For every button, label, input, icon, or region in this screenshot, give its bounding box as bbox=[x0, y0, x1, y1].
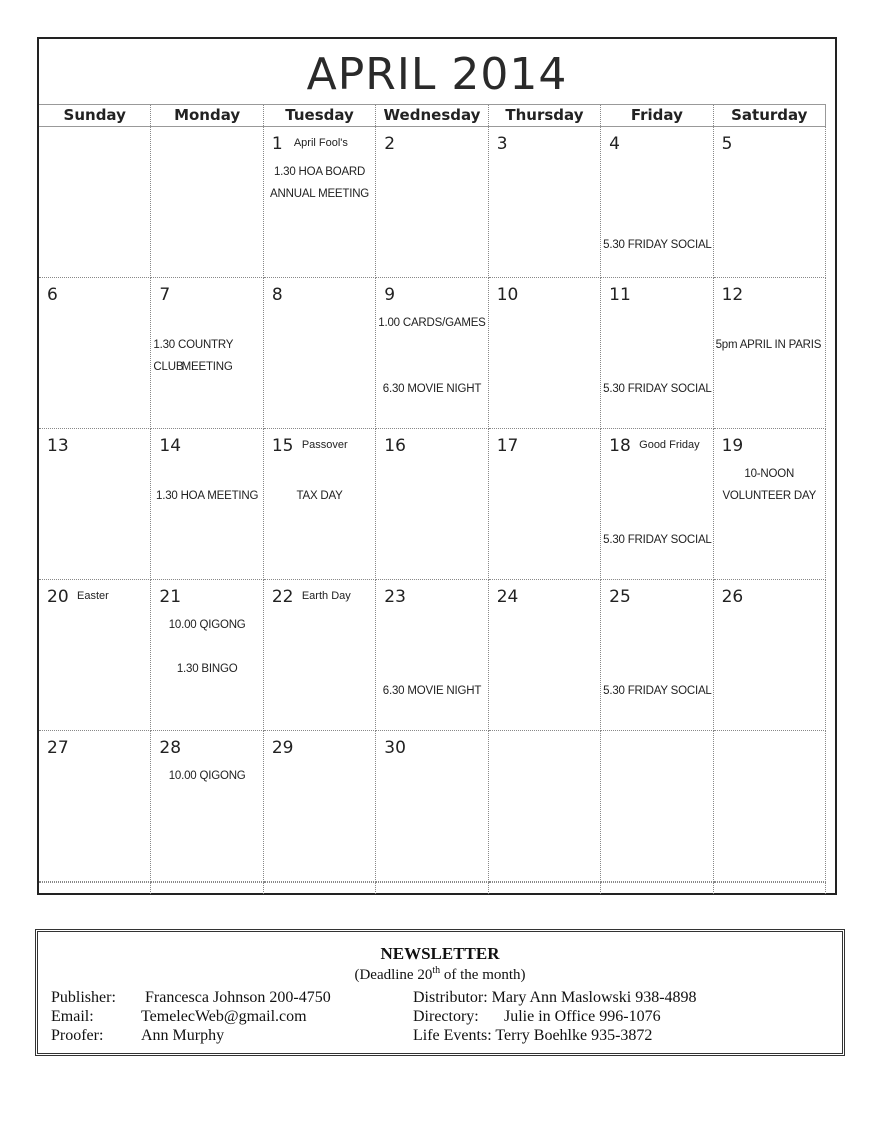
day-number: 14 bbox=[159, 436, 182, 456]
day-number: 4 bbox=[609, 134, 620, 154]
calendar-tail-row bbox=[39, 882, 826, 894]
calendar-event: 5.30 FRIDAY SOCIAL bbox=[603, 534, 712, 546]
day-cell-empty bbox=[714, 731, 826, 882]
calendar-event: 1.30 HOA BOARD bbox=[273, 166, 366, 178]
day-cell-1 bbox=[264, 127, 376, 278]
weekday-monday: Monday bbox=[151, 105, 263, 126]
deadline-sup: th bbox=[432, 965, 441, 976]
calendar-title: APRIL 2014 bbox=[306, 49, 568, 100]
day-cell-2 bbox=[376, 127, 488, 278]
tail-cell bbox=[376, 882, 488, 894]
day-cell-27 bbox=[39, 731, 151, 882]
day-cell-12 bbox=[714, 278, 826, 429]
day-cell-empty bbox=[489, 731, 601, 882]
day-cell-16 bbox=[376, 429, 488, 580]
newsletter-title: NEWSLETTER bbox=[380, 944, 500, 963]
day-number: 19 bbox=[721, 436, 744, 456]
calendar-event: 10.00 QIGONG bbox=[168, 619, 246, 631]
day-cell-empty bbox=[151, 127, 263, 278]
day-number: 5 bbox=[721, 134, 733, 154]
day-number: 6 bbox=[47, 285, 58, 305]
day-number: 28 bbox=[159, 738, 182, 758]
day-cell-30 bbox=[376, 731, 488, 882]
weekday-friday: Friday bbox=[601, 105, 713, 126]
day-cell-4 bbox=[601, 127, 713, 278]
day-cell-21 bbox=[151, 580, 263, 731]
day-cell-26 bbox=[714, 580, 826, 731]
day-number: 8 bbox=[271, 285, 283, 305]
calendar bbox=[37, 37, 837, 895]
weekday-thursday: Thursday bbox=[489, 105, 601, 126]
distributor: Distributor: Mary Ann Maslowski 938-4898 bbox=[413, 989, 697, 1006]
tail-cell bbox=[714, 882, 826, 894]
day-number: 29 bbox=[271, 738, 294, 758]
day-number: 16 bbox=[384, 436, 406, 456]
calendar-event: 5.30 FRIDAY SOCIAL bbox=[603, 383, 712, 395]
day-number: 22 bbox=[271, 587, 294, 607]
day-number: 25 bbox=[609, 587, 631, 607]
day-cell-22 bbox=[264, 580, 376, 731]
calendar-event: 6.30 MOVIE NIGHT bbox=[382, 685, 482, 697]
newsletter-deadline bbox=[38, 965, 842, 984]
day-number: 11 bbox=[609, 285, 631, 305]
calendar-event: 5.30 FRIDAY SOCIAL bbox=[603, 239, 712, 251]
calendar-event: ANNUAL MEETING bbox=[270, 188, 370, 200]
day-cell-24 bbox=[489, 580, 601, 731]
day-cell-18 bbox=[601, 429, 713, 580]
day-number: 17 bbox=[496, 436, 519, 456]
deadline-text-end: of the month) bbox=[440, 967, 526, 983]
day-cell-empty bbox=[601, 731, 713, 882]
calendar-event: 10-NOON bbox=[744, 468, 795, 480]
calendar-event: MEETING bbox=[181, 361, 233, 373]
day-cell-13 bbox=[39, 429, 151, 580]
calendar-event: 1.30 COUNTRY CLUB bbox=[153, 339, 234, 373]
day-cell-9 bbox=[376, 278, 488, 429]
day-cell-17 bbox=[489, 429, 601, 580]
day-cell-10 bbox=[489, 278, 601, 429]
day-number: 9 bbox=[384, 285, 396, 305]
day-cell-3 bbox=[489, 127, 601, 278]
day-cell-23 bbox=[376, 580, 488, 731]
publisher-value: Francesca Johnson 200-4750 bbox=[145, 989, 331, 1006]
day-number: 20 bbox=[47, 587, 69, 607]
day-number: 30 bbox=[384, 738, 406, 758]
calendar-event: 1.00 CARDS/GAMES bbox=[378, 317, 486, 329]
holiday-label: Earth Day bbox=[301, 590, 351, 602]
email-label: Email: bbox=[51, 1008, 94, 1025]
weekday-wednesday: Wednesday bbox=[376, 105, 488, 126]
deadline-text: (Deadline 20 bbox=[354, 967, 433, 983]
email-value: TemelecWeb@gmail.com bbox=[141, 1008, 307, 1025]
calendar-event: 6.30 MOVIE NIGHT bbox=[382, 383, 482, 395]
day-cell-25 bbox=[601, 580, 713, 731]
publisher-label: Publisher: bbox=[51, 989, 116, 1006]
weekday-tuesday: Tuesday bbox=[264, 105, 376, 126]
calendar-event: 5.30 FRIDAY SOCIAL bbox=[603, 685, 712, 697]
calendar-event: 10.00 QIGONG bbox=[168, 770, 246, 782]
calendar-event: TAX DAY bbox=[296, 490, 343, 502]
proofer-label: Proofer: bbox=[51, 1027, 104, 1044]
day-cell-15 bbox=[264, 429, 376, 580]
calendar-event: 1.30 HOA MEETING bbox=[156, 490, 259, 502]
day-cell-14 bbox=[151, 429, 263, 580]
calendar-weeks bbox=[39, 127, 826, 882]
tail-cell bbox=[151, 882, 263, 894]
holiday-label: April Fool's bbox=[293, 137, 348, 149]
holiday-label: Passover bbox=[301, 439, 348, 451]
day-cell-28 bbox=[151, 731, 263, 882]
day-number: 24 bbox=[496, 587, 519, 607]
day-number: 1 bbox=[271, 134, 283, 154]
calendar-event: 1.30 BINGO bbox=[176, 663, 238, 675]
calendar-event: VOLUNTEER DAY bbox=[722, 490, 817, 502]
calendar-grid bbox=[39, 104, 826, 894]
tail-cell bbox=[264, 882, 376, 894]
day-number: 2 bbox=[384, 134, 396, 154]
directory-label: Directory: bbox=[413, 1008, 479, 1025]
day-number: 3 bbox=[496, 134, 508, 154]
day-cell-29 bbox=[264, 731, 376, 882]
day-number: 18 bbox=[609, 436, 631, 456]
day-number: 26 bbox=[721, 587, 744, 607]
day-number: 12 bbox=[721, 285, 744, 305]
holiday-label: Good Friday bbox=[639, 439, 700, 451]
newsletter-box bbox=[35, 929, 845, 1056]
day-number: 10 bbox=[496, 285, 519, 305]
day-cell-6 bbox=[39, 278, 151, 429]
day-cell-19 bbox=[714, 429, 826, 580]
tail-cell bbox=[601, 882, 713, 894]
holiday-label: Easter bbox=[77, 590, 109, 602]
weekday-saturday: Saturday bbox=[714, 105, 826, 126]
day-cell-empty bbox=[39, 127, 151, 278]
day-cell-7 bbox=[151, 278, 263, 429]
weekday-sunday: Sunday bbox=[39, 105, 151, 126]
day-number: 27 bbox=[47, 738, 69, 758]
directory-value: Julie in Office 996-1076 bbox=[504, 1008, 661, 1025]
day-number: 15 bbox=[271, 436, 294, 456]
day-cell-20 bbox=[39, 580, 151, 731]
day-number: 13 bbox=[47, 436, 69, 456]
proofer-value: Ann Murphy bbox=[141, 1027, 225, 1044]
day-number: 23 bbox=[384, 587, 406, 607]
weekday-header bbox=[39, 104, 826, 127]
tail-cell bbox=[489, 882, 601, 894]
tail-cell bbox=[39, 882, 151, 894]
life-events: Life Events: Terry Boehlke 935-3872 bbox=[413, 1027, 653, 1044]
day-number: 7 bbox=[159, 285, 171, 305]
calendar-event: 5pm APRIL IN PARIS bbox=[715, 339, 822, 351]
day-number: 21 bbox=[159, 587, 182, 607]
day-cell-5 bbox=[714, 127, 826, 278]
day-cell-11 bbox=[601, 278, 713, 429]
day-cell-8 bbox=[264, 278, 376, 429]
